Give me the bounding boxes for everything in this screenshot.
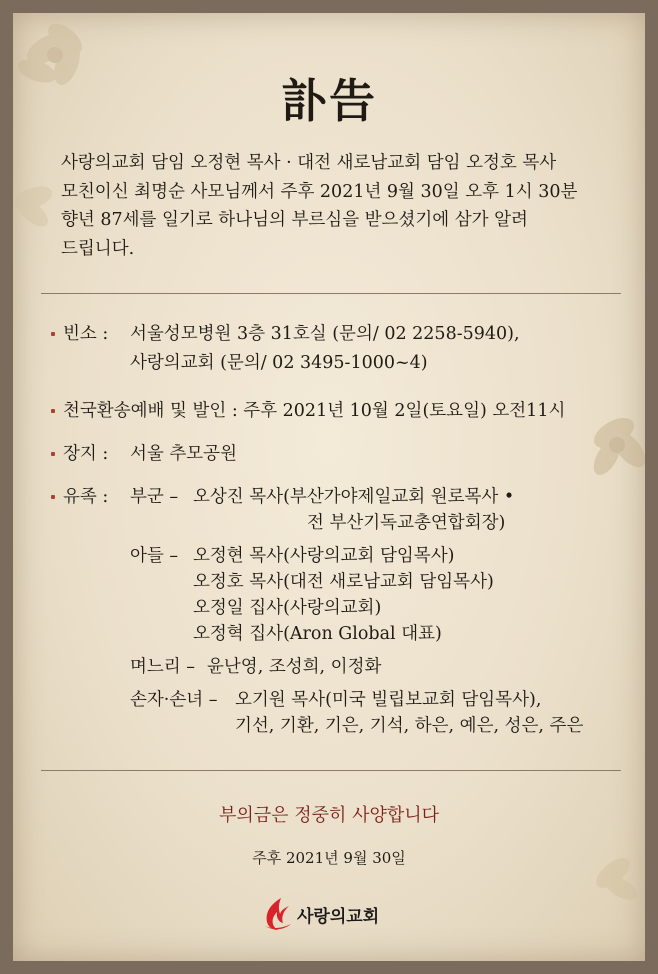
- announcement-line: 향년 87세를 일기로 하나님의 부르심을 받으셨기에 삼가 알려: [61, 210, 528, 230]
- husband-relation: 부군 –: [130, 487, 179, 507]
- burial-label: 장지 :: [63, 444, 109, 464]
- funeral-home-line-2: 사랑의교회 (문의/ 02 3495-1000~4): [130, 353, 428, 373]
- husband-line-2: 전 부산기독교총연합회장): [307, 513, 506, 533]
- announcement-date: 주후 2021년 9월 30일: [252, 849, 406, 867]
- son-name: 오정호 목사(대전 새로남교회 담임목사): [193, 572, 494, 592]
- service-info: 천국환송예배 및 발인 : 주후 2021년 10월 2일(토요일) 오전11시: [63, 401, 566, 421]
- flower-decoration-right: [569, 393, 645, 503]
- announcement-line: 드립니다.: [61, 238, 135, 259]
- obituary-paper: [13, 13, 645, 961]
- son-name: 오정일 집사(사랑의교회): [193, 598, 382, 618]
- flame-icon: [261, 896, 295, 932]
- divider-top: [41, 293, 621, 294]
- husband-line-1: 오상진 목사(부산가야제일교회 원로목사 •: [193, 487, 515, 507]
- announcement-line: 사랑의교회 담임 오정현 목사 · 대전 새로남교회 담임 오정호 목사: [61, 153, 557, 173]
- daughters-in-law-names: 윤난영, 조성희, 이정화: [207, 657, 382, 677]
- condolence-money-notice: 부의금은 정중히 사양합니다: [218, 805, 440, 826]
- sons-relation: 아들 –: [130, 546, 179, 566]
- family-label: 유족 :: [63, 487, 109, 507]
- church-logo-text: 사랑의교회: [297, 907, 380, 927]
- son-name: 오정현 목사(사랑의교회 담임목사): [193, 546, 455, 566]
- bullet-marker: [51, 495, 55, 499]
- daughters-in-law-relation: 며느리 –: [130, 657, 196, 677]
- bullet-marker: [51, 332, 55, 336]
- bullet-marker: [51, 452, 55, 456]
- funeral-home-line-1: 서울성모병원 3층 31호실 (문의/ 02 2258-5940),: [130, 324, 520, 344]
- church-logo: [261, 896, 421, 936]
- grandchildren-relation: 손자·손녀 –: [130, 690, 218, 710]
- grandchildren-line-1: 오기원 목사(미국 빌립보교회 담임목사),: [235, 690, 542, 710]
- grandchildren-line-2: 기선, 기환, 기은, 기석, 하은, 예은, 성은, 주은: [235, 716, 584, 736]
- funeral-home-label: 빈소 :: [63, 324, 109, 344]
- bullet-marker: [51, 409, 55, 413]
- son-name: 오정혁 집사(Aron Global 대표): [193, 624, 442, 644]
- burial-place: 서울 추모공원: [130, 444, 237, 464]
- announcement-line: 모친이신 최명순 사모님께서 주후 2021년 9월 30일 오후 1시 30분: [61, 181, 578, 202]
- page-title: 訃告: [281, 74, 377, 128]
- divider-bottom: [41, 770, 621, 771]
- announcement-paragraph: [61, 149, 621, 263]
